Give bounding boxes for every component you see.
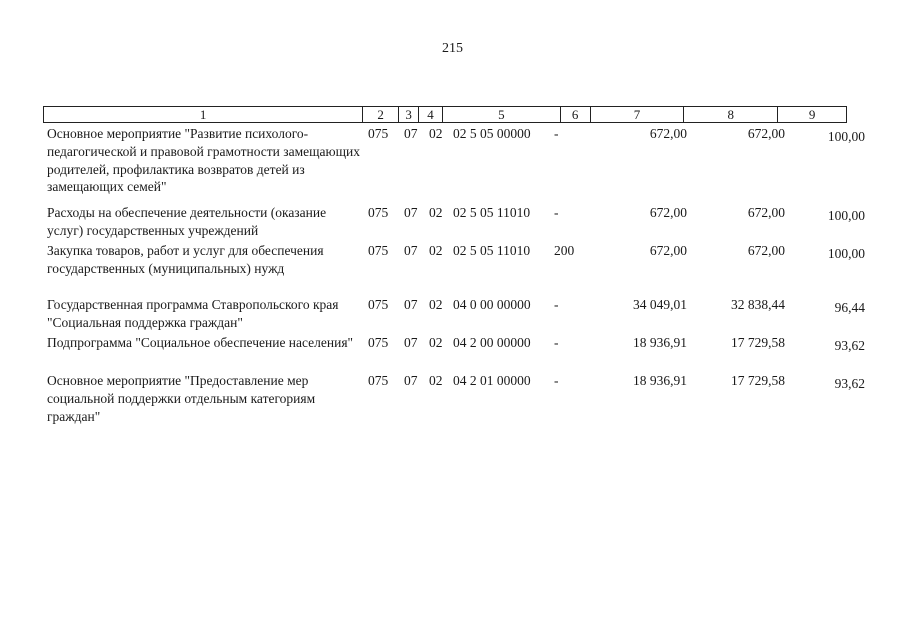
row-col-7: 672,00 [649, 205, 687, 220]
header-col-2: 2 [363, 107, 399, 122]
row-col-3: 07 [404, 243, 418, 258]
row-col-4: 02 [429, 373, 443, 388]
row-col-9: 100,00 [827, 246, 865, 261]
header-col-1: 1 [44, 107, 363, 122]
row-col-6: - [554, 335, 559, 350]
row-col-7: 672,00 [649, 126, 687, 141]
row-col-4: 02 [429, 335, 443, 350]
row-col-7: 34 049,01 [633, 297, 687, 312]
row-col-2: 075 [368, 335, 389, 350]
row-col-9: 93,62 [834, 376, 865, 391]
header-col-8: 8 [684, 107, 778, 122]
row-col-7: 672,00 [649, 243, 687, 258]
row-col-2: 075 [368, 205, 389, 220]
header-col-9: 9 [808, 107, 816, 122]
row-col-5: 04 0 00 00000 [453, 297, 531, 312]
row-name: Подпрограмма "Социальное обеспечение населения" [47, 335, 354, 350]
table-header [43, 106, 847, 123]
row-col-2: 075 [368, 297, 389, 312]
row-col-5: 02 5 05 00000 [453, 126, 531, 141]
row-col-2: 075 [368, 243, 389, 258]
row-col-5: 02 5 05 11010 [453, 205, 531, 220]
row-col-6: 200 [554, 243, 575, 258]
row-col-9: 96,44 [834, 300, 865, 315]
row-col-3: 07 [404, 126, 418, 141]
row-name: Закупка товаров, работ и услуг для обеспечения государственных (муниципальных) нужд [47, 243, 324, 276]
row-col-8: 672,00 [747, 126, 785, 141]
row-col-5: 04 2 01 00000 [453, 373, 531, 388]
row-col-6: - [554, 373, 559, 388]
row-col-2: 075 [368, 126, 389, 141]
row-col-3: 07 [404, 373, 418, 388]
row-col-8: 672,00 [747, 243, 785, 258]
row-name: Основное мероприятие "Предоставление мер социальной поддержки отдельным категориям граждан" [47, 373, 316, 424]
row-col-7: 18 936,91 [633, 373, 687, 388]
row-name: Государственная программа Ставропольского края "Социальная поддержка граждан" [47, 297, 339, 330]
row-col-3: 07 [404, 205, 418, 220]
row-name: Расходы на обеспечение деятельности (оказание услуг) государственных учреждений [47, 205, 327, 238]
header-col-5: 5 [443, 107, 561, 122]
row-col-8: 17 729,58 [731, 335, 785, 350]
row-col-6: - [554, 297, 559, 312]
row-col-8: 32 838,44 [731, 297, 785, 312]
row-col-6: - [554, 205, 559, 220]
row-col-6: - [554, 126, 559, 141]
header-col-6: 6 [561, 107, 591, 122]
row-col-2: 075 [368, 373, 389, 388]
row-col-5: 02 5 05 11010 [453, 243, 531, 258]
row-name: Основное мероприятие "Развитие психолого-педагогической и правовой грамотности замещающих родителей, профилактика возвратов детей из замещающих семей" [47, 126, 360, 195]
row-col-3: 07 [404, 335, 418, 350]
row-col-8: 17 729,58 [731, 373, 785, 388]
row-col-3: 07 [404, 297, 418, 312]
row-col-4: 02 [429, 126, 443, 141]
row-col-5: 04 2 00 00000 [453, 335, 531, 350]
header-col-3: 3 [399, 107, 419, 122]
row-col-4: 02 [429, 205, 443, 220]
row-col-9: 93,62 [834, 338, 865, 353]
row-col-9: 100,00 [827, 208, 865, 223]
row-col-9: 100,00 [827, 129, 865, 144]
row-col-4: 02 [429, 243, 443, 258]
row-col-4: 02 [429, 297, 443, 312]
header-col-4: 4 [419, 107, 443, 122]
row-col-8: 672,00 [747, 205, 785, 220]
row-col-7: 18 936,91 [633, 335, 687, 350]
page-number: 215 [442, 41, 463, 56]
header-col-7: 7 [591, 107, 685, 122]
